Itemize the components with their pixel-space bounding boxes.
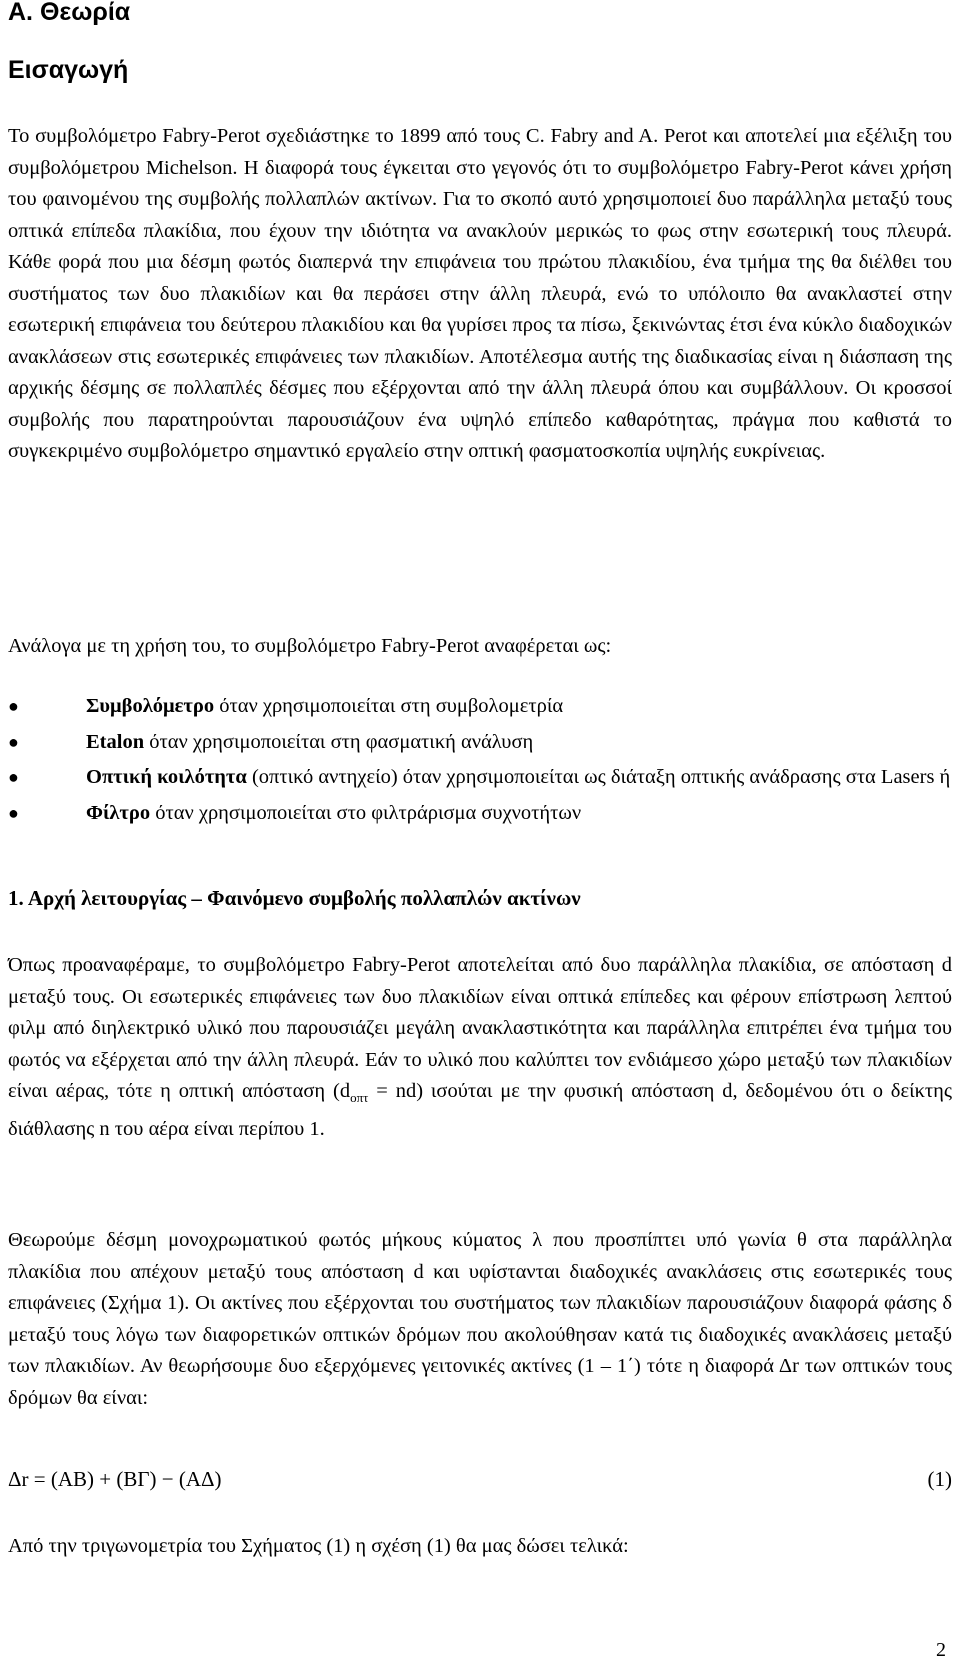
bullet-icon: ● bbox=[8, 731, 19, 752]
equation-text: Δr = (AB) + (ΒΓ) − (ΑΔ) bbox=[8, 1467, 222, 1491]
beam-paragraph: Θεωρούμε δέσμη μονοχρωματικού φωτός μήκους κύματος λ που προσπίπτει υπό γωνία θ στα παράλληλα πλακίδια που απέχουν μεταξύ τους απόσταση d και υφίστανται διαδοχικές ανακλάσεις στις εσωτερικές τους επιφάνειες (Σχήμα 1). Οι ακτίνες που εξέρχονται του συστήματος των πλακιδίων παρουσιάζουν διαφορά φάσης δ μεταξύ τους λόγω των διαφορετικών οπτικών δρόμων που ακολούθησαν κατά τις διαδοχικές ανακλάσεις μεταξύ των πλακιδίων. Αν θεωρήσουμε δυο εξερχόμενες γειτονικές ακτίνες (1 – 1΄) τότε η διαφορά Δr των οπτικών τους δρόμων θα είναι: bbox=[8, 1229, 952, 1409]
uses-list bbox=[8, 691, 952, 833]
use-term: Etalon bbox=[86, 730, 145, 753]
use-term: Φίλτρο bbox=[86, 801, 151, 824]
principle-paragraph bbox=[8, 950, 952, 1145]
intro-paragraph: Το συμβολόμετρο Fabry-Perot σχεδιάστηκε το 1899 από τους C. Fabry and A. Perot και αποτελεί μια εξέλιξη του συμβολόμετρου Michelson. Η διαφορά τους έγκειται στο γεγονός ότι το συμβολόμετρο Fabry-Perot κάνει χρήση του φαινομένου της συμβολής πολλαπλών ακτίνων. Για το σκοπό αυτό χρησιμοποιεί δυο παράλληλα μεταξύ τους οπτικά επίπεδα πλακίδια, που έχουν την ιδιότητα να ανακλούν μερικώς το φως στην εσωτερική τους πλευρά. Κάθε φορά που μια δέσμη φωτός διαπερνά την επιφάνεια του πρώτου πλακιδίου, ένα τμήμα της θα διέλθει του συστήματος των δυο πλακιδίων και θα περάσει στην άλλη πλευρά, ενώ το υπόλοιπο θα ανακλαστεί στην εσωτερική επιφάνεια του δεύτερου πλακιδίου και θα γυρίσει προς τα πίσω, ξεκινώντας έτσι ένα κύκλο διαδοχικών ανακλάσεων στις εσωτερικές επιφάνειες των πλακιδίων. Αποτέλεσμα αυτής της διαδικασίας είναι η διάσπαση της αρχικής δέσμης σε πολλαπλές δέσμες που εξέρχονται από την άλλη πλευρά όπου και συμβάλλουν. Οι κροσσοί συμβολής που παρατηρούνται παρουσιάζουν ένα υψηλό επίπεδο καθαρότητας, πράγμα που καθιστά το συγκεκριμένο συμβολόμετρο σημαντικό εργαλείο στην οπτική φασματοσκοπία υψηλής ευκρίνειας. bbox=[8, 125, 952, 462]
use-description: όταν χρησιμοποιείται στη φασματική ανάλυση bbox=[144, 730, 534, 753]
equation-number: (1) bbox=[927, 1467, 952, 1491]
list-item bbox=[8, 727, 952, 759]
principle-text-b: = nd) ισούται με την φυσική απόσταση d, δεδομένου ότι ο δείκτης διάθλασης n του αέρα είναι περίπου 1. bbox=[8, 1080, 953, 1140]
use-term: Συμβολόμετρο bbox=[86, 695, 215, 717]
final-paragraph: Από την τριγωνομετρία του Σχήματος (1) η σχέση (1) θα μας δώσει τελικά: bbox=[8, 1535, 629, 1557]
list-item bbox=[8, 691, 952, 723]
use-description: (οπτικό αντηχείο) όταν χρησιμοποιείται ως διάταξη οπτικής ανάδρασης στα Lasers ή bbox=[246, 766, 951, 788]
list-item bbox=[8, 762, 952, 794]
use-description: όταν χρησιμοποιείται στη συμβολομετρία bbox=[214, 695, 564, 717]
optical-subscript: οπτ bbox=[350, 1090, 369, 1106]
uses-intro-paragraph: Ανάλογα με τη χρήση του, το συμβολόμετρο Fabry-Perot αναφέρεται ως: bbox=[8, 635, 612, 657]
intro-heading: Εισαγωγή bbox=[8, 56, 129, 84]
principle-text-a: Όπως προαναφέραμε, το συμβολόμετρο Fabry-Perot αποτελείται από δυο παράλληλα πλακίδια, σε απόσταση d μεταξύ τους. Οι εσωτερικές επιφάνειες των δυο πλακιδίων είναι οπτικά επίπεδες και φέρουν επίστρωση λεπτού φιλμ από διηλεκτρικό υλικό που παρουσιάζει μεγάλη ανακλαστικότητα και παράλληλα επιτρέπει ένα τμήμα του φωτός να εξέρχεται από την άλλη πλευρά. Εάν το υλικό που καλύπτει τον ενδιάμεσο χώρο μεταξύ των πλακιδίων είναι αέρας, τότε η οπτική απόσταση (d bbox=[8, 954, 952, 1102]
section-1-title: 1. Αρχή λειτουργίας – Φαινόμενο συμβολής πολλαπλών ακτίνων bbox=[8, 886, 581, 910]
page-number: 2 bbox=[936, 1639, 946, 1661]
bullet-icon: ● bbox=[8, 767, 19, 787]
bullet-icon: ● bbox=[8, 802, 19, 823]
part-heading: Α. Θεωρία bbox=[8, 0, 131, 26]
equation-1 bbox=[8, 1467, 952, 1492]
bullet-icon: ● bbox=[8, 696, 19, 716]
use-term: Οπτική κοιλότητα bbox=[86, 766, 247, 788]
use-description: όταν χρησιμοποιείται στο φιλτράρισμα συχνοτήτων bbox=[150, 801, 582, 824]
list-item bbox=[8, 798, 952, 830]
